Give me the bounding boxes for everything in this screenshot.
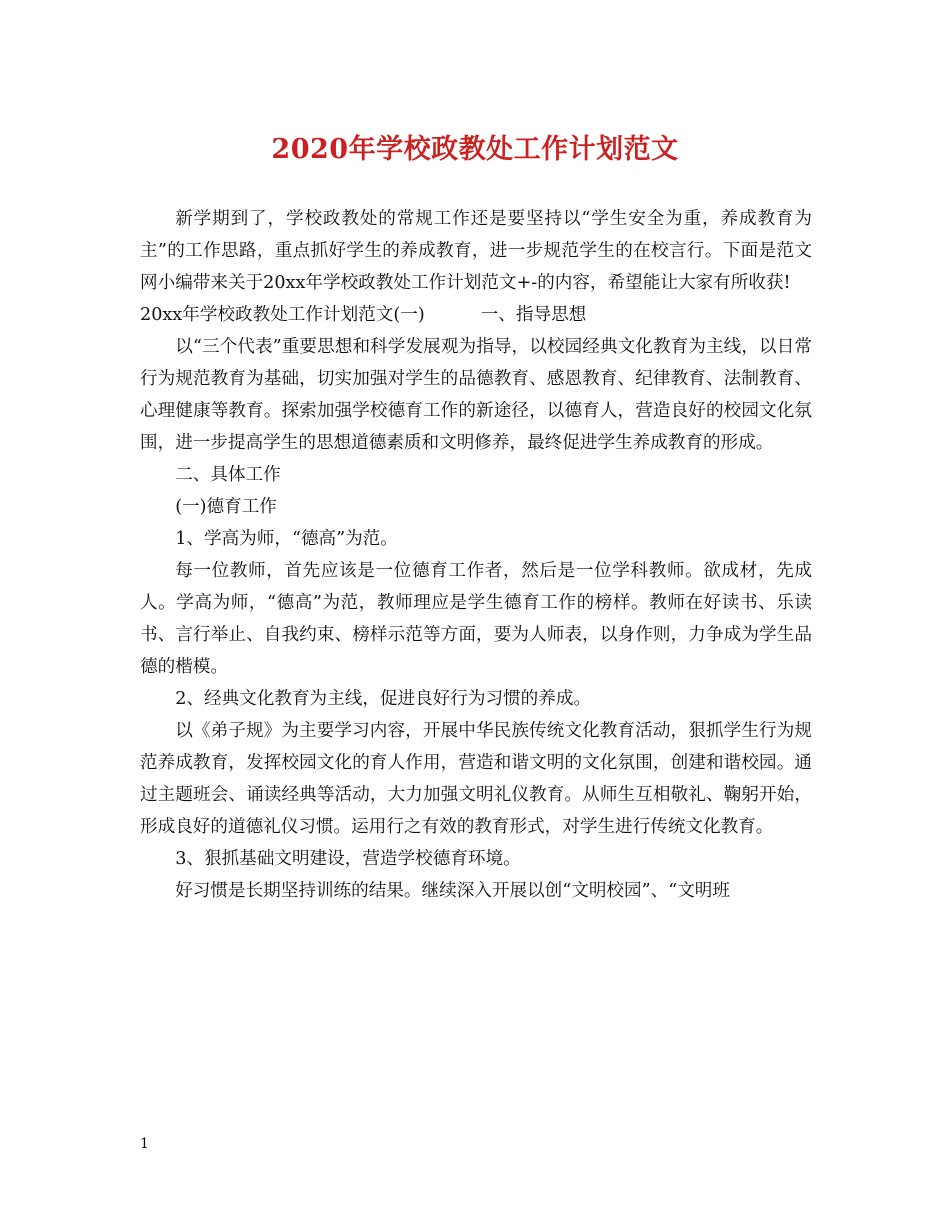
document-title: 2020年学校政教处工作计划范文 (271, 134, 679, 165)
page-number: 1 (140, 1136, 149, 1152)
item-heading-2: 2、经典文化教育为主线，促进良好行为习惯的养成。 (175, 689, 592, 709)
section-heading-guiding: 一、指导思想 (480, 305, 587, 325)
plan-subtitle: 20xx年学校政教处工作计划范文(一) (140, 305, 425, 325)
document-body (140, 203, 812, 907)
section-heading-work: 二、具体工作 (175, 465, 281, 485)
item-heading-1: 1、学高为师，“德高”为范。 (175, 529, 398, 549)
subsection-heading-moral: (一)德育工作 (175, 497, 277, 517)
item-paragraph-3: 好习惯是长期坚持训练的结果。继续深入开展以创“文明校园”、“文明班 (175, 881, 730, 901)
item-heading-3: 3、狠抓基础文明建设，营造学校德育环境。 (175, 849, 521, 869)
plan-heading-line (140, 299, 812, 331)
item-paragraph-1: 每一位教师，首先应该是一位德育工作者，然后是一位学科教师。欲成材，先成人。学高为师，“德高”为范，教师理应是学生德育工作的榜样。教师在好读书、乐读书、言行举止、自我约束、榜样示范等方面，要为人师表，以身作则，力争成为学生品德的楷模。 (140, 561, 812, 677)
item-paragraph-2: 以《弟子规》为主要学习内容，开展中华民族传统文化教育活动，狠抓学生行为规范养成教育，发挥校园文化的育人作用，营造和谐文明的文化氛围，创建和谐校园。通过主题班会、诵读经典等活动，大力加强文明礼仪教育。从师生互相敬礼、鞠躬开始，形成良好的道德礼仪习惯。运用行之有效的教育形式，对学生进行传统文化教育。 (140, 721, 812, 837)
intro-paragraph: 新学期到了，学校政教处的常规工作还是要坚持以“学生安全为重，养成教育为主”的工作思路，重点抓好学生的养成教育，进一步规范学生的在校言行。下面是范文网小编带来关于20xx年学校政教处工作计划范文+-的内容，希望能让大家有所收获! (140, 209, 812, 293)
guiding-paragraph: 以“三个代表”重要思想和科学发展观为指导，以校园经典文化教育为主线，以日常行为规范教育为基础，切实加强对学生的品德教育、感恩教育、纪律教育、法制教育、心理健康等教育。探索加强学校德育工作的新途径，以德育人，营造良好的校园文化氛围，进一步提高学生的思想道德素质和文明修养，最终促进学生养成教育的形成。 (140, 337, 812, 453)
